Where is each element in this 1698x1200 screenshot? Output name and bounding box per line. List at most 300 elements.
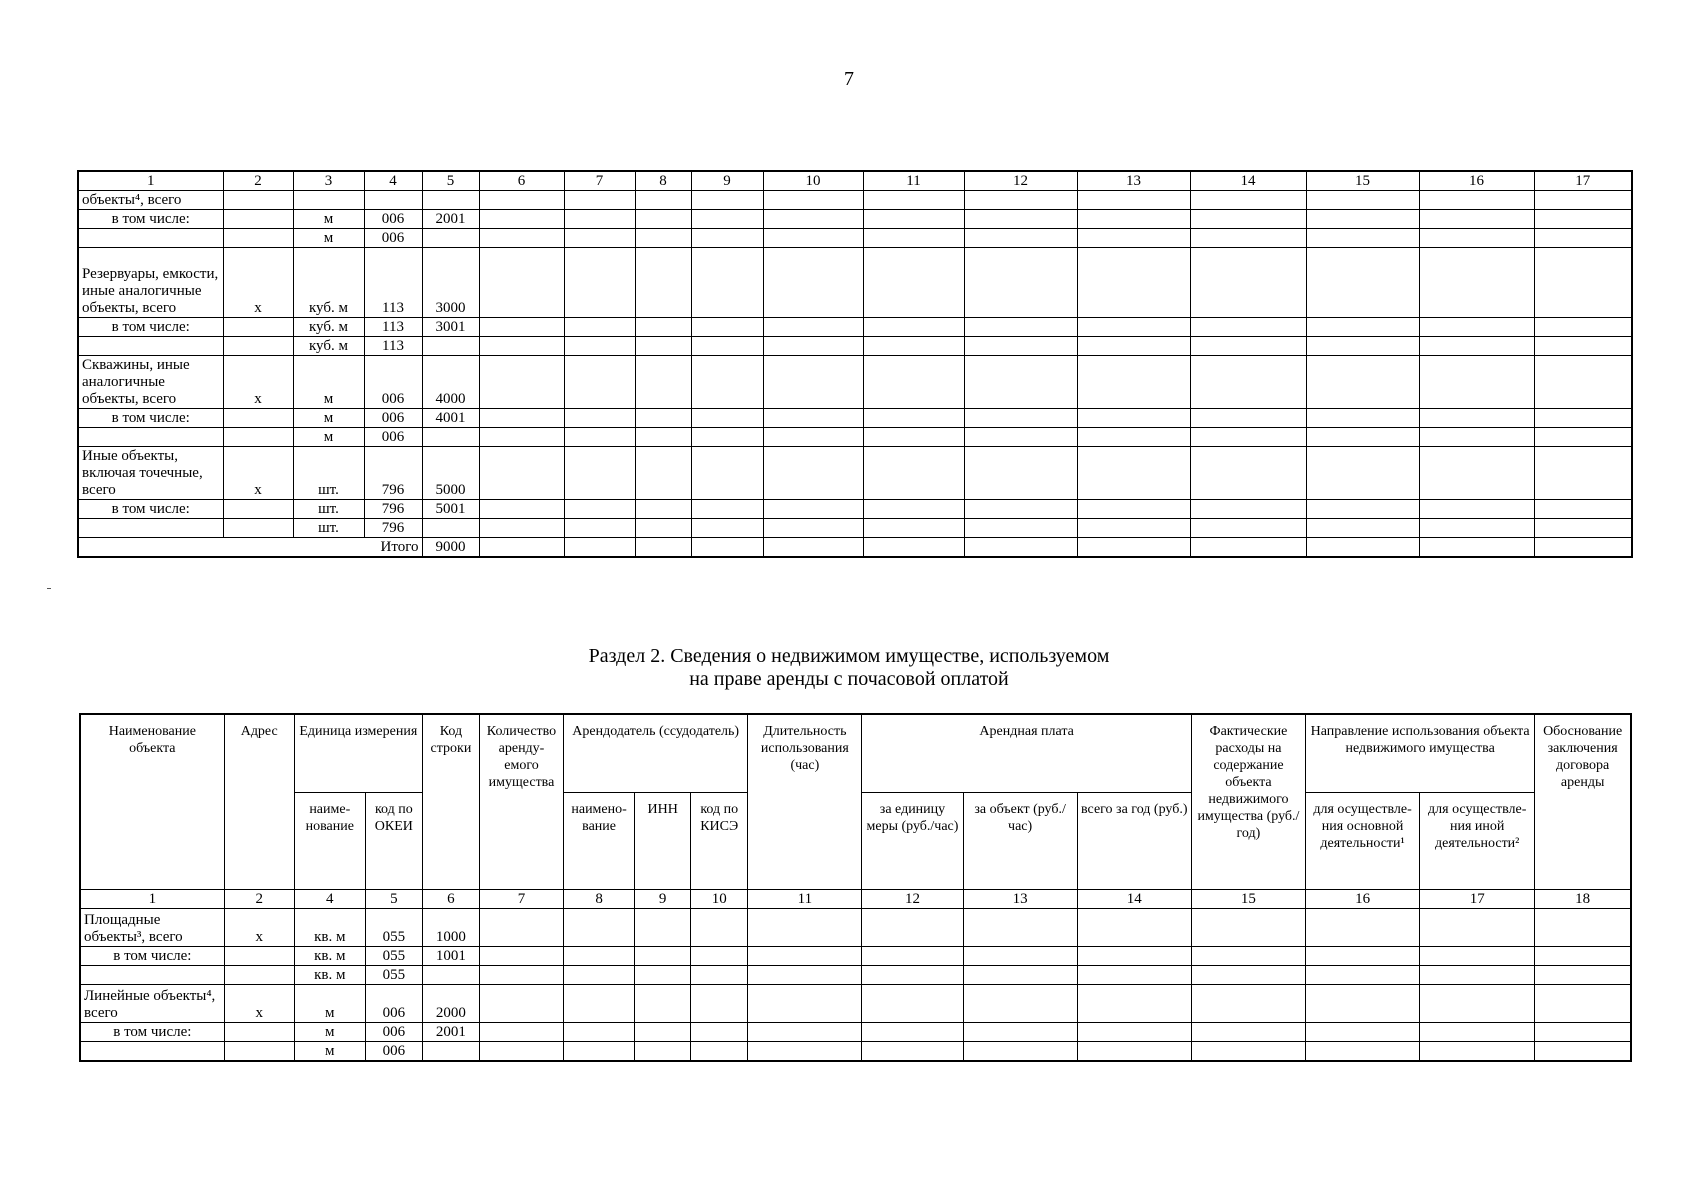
empty-cell — [1077, 229, 1190, 248]
empty-cell — [1420, 984, 1535, 1022]
empty-cell — [1077, 1041, 1191, 1061]
row-name: Скважины, иные аналогичные объекты, всего — [78, 356, 223, 409]
row-address — [223, 337, 293, 356]
empty-cell — [1306, 229, 1419, 248]
empty-cell — [1191, 984, 1305, 1022]
empty-cell — [862, 1041, 963, 1061]
header-usage-other: для осуществле-ния иной деятельности² — [1420, 792, 1535, 889]
empty-cell — [691, 428, 763, 447]
row-okei-code: 796 — [364, 500, 422, 519]
row-unit-name — [293, 191, 364, 210]
empty-cell — [1306, 447, 1419, 500]
empty-cell — [1534, 519, 1632, 538]
empty-cell — [863, 337, 964, 356]
empty-cell — [1535, 965, 1631, 984]
column-number: 2 — [224, 889, 294, 908]
empty-cell — [479, 1041, 563, 1061]
row-code — [422, 428, 479, 447]
empty-cell — [1190, 519, 1306, 538]
empty-cell — [564, 356, 635, 409]
row-unit-name: кв. м — [294, 965, 365, 984]
empty-cell — [1306, 337, 1419, 356]
empty-cell — [1534, 318, 1632, 337]
column-number: 9 — [635, 889, 691, 908]
table-section2 — [79, 713, 1632, 1062]
row-name — [78, 229, 223, 248]
column-number: 7 — [479, 889, 563, 908]
empty-cell — [763, 519, 863, 538]
empty-cell — [1419, 500, 1534, 519]
row-okei-code: 113 — [364, 337, 422, 356]
empty-cell — [1190, 191, 1306, 210]
empty-cell — [479, 318, 564, 337]
empty-cell — [748, 908, 862, 946]
row-address — [224, 965, 294, 984]
empty-cell — [1077, 248, 1190, 318]
empty-cell — [635, 356, 691, 409]
empty-cell — [748, 965, 862, 984]
empty-cell — [1190, 538, 1306, 558]
column-number: 7 — [564, 171, 635, 191]
total-row — [78, 538, 1632, 558]
column-number: 15 — [1306, 171, 1419, 191]
empty-cell — [748, 984, 862, 1022]
empty-cell — [1077, 1022, 1191, 1041]
column-number: 10 — [691, 889, 748, 908]
header-basis: Обоснование заключения договора аренды — [1535, 714, 1631, 889]
empty-cell — [1306, 946, 1420, 965]
empty-cell — [479, 1022, 563, 1041]
table-row — [80, 965, 1631, 984]
row-name: в том числе: — [80, 946, 224, 965]
empty-cell — [763, 356, 863, 409]
empty-cell — [564, 428, 635, 447]
row-unit-name: м — [294, 1041, 365, 1061]
empty-cell — [1190, 356, 1306, 409]
empty-cell — [635, 447, 691, 500]
empty-cell — [691, 946, 748, 965]
row-address: х — [223, 356, 293, 409]
row-okei-code: 006 — [364, 210, 422, 229]
empty-cell — [1306, 908, 1420, 946]
row-name — [80, 1041, 224, 1061]
empty-cell — [1534, 356, 1632, 409]
empty-cell — [1190, 229, 1306, 248]
empty-cell — [1077, 337, 1190, 356]
row-unit-name: куб. м — [293, 337, 364, 356]
empty-cell — [964, 191, 1077, 210]
row-okei-code: 113 — [364, 318, 422, 337]
row-address — [223, 409, 293, 428]
row-address — [223, 500, 293, 519]
empty-cell — [862, 1022, 963, 1041]
header-rent-unit: за единицу меры (руб./час) — [862, 792, 963, 889]
row-code: 4001 — [422, 409, 479, 428]
row-code — [422, 519, 479, 538]
empty-cell — [863, 248, 964, 318]
row-name — [78, 519, 223, 538]
empty-cell — [1306, 318, 1419, 337]
row-unit-name: кв. м — [294, 908, 365, 946]
empty-cell — [1190, 500, 1306, 519]
empty-cell — [691, 191, 763, 210]
empty-cell — [1534, 248, 1632, 318]
empty-cell — [1419, 428, 1534, 447]
row-okei-code: 006 — [365, 1041, 422, 1061]
empty-cell — [964, 210, 1077, 229]
empty-cell — [1306, 210, 1419, 229]
empty-cell — [479, 538, 564, 558]
header-lessor: Арендодатель (ссудодатель) — [564, 714, 748, 792]
header-actual-costs: Фактические расходы на содержание объекта недвижимого имущества (руб./год) — [1191, 714, 1305, 889]
empty-cell — [1534, 210, 1632, 229]
empty-cell — [863, 229, 964, 248]
empty-cell — [1535, 1022, 1631, 1041]
table-row — [78, 447, 1632, 500]
empty-cell — [1190, 318, 1306, 337]
empty-cell — [862, 965, 963, 984]
header-lessor-inn: ИНН — [635, 792, 691, 889]
column-number: 13 — [963, 889, 1077, 908]
empty-cell — [1419, 210, 1534, 229]
empty-cell — [863, 356, 964, 409]
empty-cell — [1419, 538, 1534, 558]
empty-cell — [564, 519, 635, 538]
empty-cell — [479, 428, 564, 447]
empty-cell — [1535, 946, 1631, 965]
row-okei-code: 006 — [364, 229, 422, 248]
column-number: 6 — [422, 889, 479, 908]
empty-cell — [964, 318, 1077, 337]
empty-cell — [564, 1022, 635, 1041]
empty-cell — [1077, 965, 1191, 984]
empty-cell — [1077, 428, 1190, 447]
table-row — [80, 946, 1631, 965]
empty-cell — [748, 946, 862, 965]
header-name: Наименование объекта — [80, 714, 224, 889]
header-usage-main: для осуществле-ния основной деятельности¹ — [1306, 792, 1420, 889]
empty-cell — [763, 248, 863, 318]
empty-cell — [763, 191, 863, 210]
row-code: 2000 — [422, 984, 479, 1022]
column-number: 12 — [862, 889, 963, 908]
empty-cell — [635, 337, 691, 356]
empty-cell — [635, 409, 691, 428]
row-code: 1000 — [422, 908, 479, 946]
empty-cell — [691, 519, 763, 538]
empty-cell — [964, 248, 1077, 318]
empty-cell — [1077, 191, 1190, 210]
empty-cell — [1534, 500, 1632, 519]
empty-cell — [564, 337, 635, 356]
header-lessor-name: наимено-вание — [564, 792, 635, 889]
column-number: 3 — [293, 171, 364, 191]
empty-cell — [964, 538, 1077, 558]
column-number: 15 — [1191, 889, 1305, 908]
empty-cell — [691, 210, 763, 229]
empty-cell — [1419, 191, 1534, 210]
header-duration: Длительность использования (час) — [748, 714, 862, 889]
table-row — [78, 428, 1632, 447]
empty-cell — [1420, 1041, 1535, 1061]
empty-cell — [963, 908, 1077, 946]
column-number: 10 — [763, 171, 863, 191]
empty-cell — [763, 428, 863, 447]
table-row — [78, 519, 1632, 538]
empty-cell — [1190, 447, 1306, 500]
empty-cell — [635, 428, 691, 447]
empty-cell — [691, 356, 763, 409]
empty-cell — [635, 210, 691, 229]
row-address — [223, 191, 293, 210]
empty-cell — [1077, 984, 1191, 1022]
empty-cell — [691, 409, 763, 428]
empty-cell — [863, 210, 964, 229]
empty-cell — [863, 409, 964, 428]
empty-cell — [748, 1041, 862, 1061]
stray-mark — [47, 588, 51, 589]
column-number: 14 — [1190, 171, 1306, 191]
header-quantity: Количество аренду-емого имущества — [479, 714, 563, 889]
empty-cell — [964, 409, 1077, 428]
empty-cell — [964, 500, 1077, 519]
empty-cell — [564, 1041, 635, 1061]
empty-cell — [635, 908, 691, 946]
row-address — [224, 1022, 294, 1041]
empty-cell — [964, 229, 1077, 248]
empty-cell — [635, 519, 691, 538]
empty-cell — [1420, 908, 1535, 946]
empty-cell — [1077, 447, 1190, 500]
row-address: х — [223, 447, 293, 500]
empty-cell — [1306, 1022, 1420, 1041]
column-number: 17 — [1534, 171, 1632, 191]
empty-cell — [564, 500, 635, 519]
column-number-row — [80, 889, 1631, 908]
row-okei-code: 113 — [364, 248, 422, 318]
column-number: 9 — [691, 171, 763, 191]
empty-cell — [479, 965, 563, 984]
total-code: 9000 — [422, 538, 479, 558]
row-unit-name: шт. — [293, 447, 364, 500]
row-address — [223, 519, 293, 538]
empty-cell — [1535, 1041, 1631, 1061]
row-okei-code: 796 — [364, 447, 422, 500]
row-name: в том числе: — [78, 318, 223, 337]
table-row — [80, 984, 1631, 1022]
empty-cell — [863, 519, 964, 538]
empty-cell — [479, 946, 563, 965]
empty-cell — [763, 337, 863, 356]
empty-cell — [1306, 965, 1420, 984]
empty-cell — [1191, 946, 1305, 965]
empty-cell — [635, 248, 691, 318]
empty-cell — [564, 191, 635, 210]
row-code — [422, 1041, 479, 1061]
empty-cell — [635, 191, 691, 210]
row-code: 2001 — [422, 210, 479, 229]
row-okei-code: 006 — [364, 409, 422, 428]
row-address: х — [224, 984, 294, 1022]
row-code — [422, 229, 479, 248]
empty-cell — [564, 984, 635, 1022]
empty-cell — [963, 1022, 1077, 1041]
empty-cell — [691, 538, 763, 558]
empty-cell — [691, 1022, 748, 1041]
table-row — [80, 1041, 1631, 1061]
empty-cell — [691, 229, 763, 248]
row-unit-name: м — [293, 428, 364, 447]
empty-cell — [1306, 356, 1419, 409]
column-number: 5 — [365, 889, 422, 908]
empty-cell — [1077, 210, 1190, 229]
table-row — [78, 318, 1632, 337]
empty-cell — [691, 500, 763, 519]
empty-cell — [1191, 1041, 1305, 1061]
empty-cell — [635, 229, 691, 248]
empty-cell — [763, 210, 863, 229]
empty-cell — [635, 1041, 691, 1061]
empty-cell — [479, 447, 564, 500]
row-name: Иные объекты, включая точечные, всего — [78, 447, 223, 500]
empty-cell — [964, 356, 1077, 409]
table-row — [78, 337, 1632, 356]
row-unit-name: шт. — [293, 519, 364, 538]
row-address — [223, 229, 293, 248]
column-number: 5 — [422, 171, 479, 191]
empty-cell — [1190, 409, 1306, 428]
row-address — [224, 946, 294, 965]
empty-cell — [564, 318, 635, 337]
empty-cell — [1420, 946, 1535, 965]
table-row — [78, 248, 1632, 318]
header-unit-code: код по ОКЕИ — [365, 792, 422, 889]
empty-cell — [863, 500, 964, 519]
empty-cell — [1306, 191, 1419, 210]
header-lessor-kise: код по КИСЭ — [691, 792, 748, 889]
empty-cell — [1420, 1022, 1535, 1041]
empty-cell — [1077, 519, 1190, 538]
empty-cell — [635, 500, 691, 519]
empty-cell — [635, 1022, 691, 1041]
total-label: Итого — [78, 538, 422, 558]
empty-cell — [691, 337, 763, 356]
empty-cell — [691, 908, 748, 946]
column-number: 17 — [1420, 889, 1535, 908]
empty-cell — [964, 519, 1077, 538]
empty-cell — [1535, 908, 1631, 946]
row-code: 5000 — [422, 447, 479, 500]
empty-cell — [748, 1022, 862, 1041]
empty-cell — [479, 248, 564, 318]
row-code: 3000 — [422, 248, 479, 318]
empty-cell — [1306, 538, 1419, 558]
row-name: Линейные объекты⁴, всего — [80, 984, 224, 1022]
empty-cell — [1306, 409, 1419, 428]
empty-cell — [1534, 428, 1632, 447]
empty-cell — [691, 1041, 748, 1061]
empty-cell — [564, 248, 635, 318]
empty-cell — [479, 191, 564, 210]
empty-cell — [479, 908, 563, 946]
empty-cell — [1419, 356, 1534, 409]
table-section1-continued — [77, 170, 1633, 558]
empty-cell — [1306, 428, 1419, 447]
row-code: 5001 — [422, 500, 479, 519]
empty-cell — [564, 210, 635, 229]
empty-cell — [564, 908, 635, 946]
column-number: 16 — [1306, 889, 1420, 908]
section2-title-line1: Раздел 2. Сведения о недвижимом имуществе, используемом — [588, 645, 1110, 667]
row-unit-name: куб. м — [293, 248, 364, 318]
row-address: х — [224, 908, 294, 946]
column-number: 8 — [564, 889, 635, 908]
column-number: 18 — [1535, 889, 1631, 908]
column-number: 12 — [964, 171, 1077, 191]
row-okei-code — [364, 191, 422, 210]
row-name: в том числе: — [78, 409, 223, 428]
table-row — [80, 908, 1631, 946]
empty-cell — [1419, 229, 1534, 248]
empty-cell — [964, 447, 1077, 500]
empty-cell — [1534, 337, 1632, 356]
row-code — [422, 337, 479, 356]
row-code — [422, 191, 479, 210]
empty-cell — [963, 946, 1077, 965]
column-number-row — [78, 171, 1632, 191]
header-unit-name: наиме-нование — [294, 792, 365, 889]
header-address: Адрес — [224, 714, 294, 889]
row-name — [78, 428, 223, 447]
empty-cell — [1419, 318, 1534, 337]
empty-cell — [1306, 500, 1419, 519]
table-row — [78, 500, 1632, 519]
empty-cell — [479, 409, 564, 428]
empty-cell — [862, 984, 963, 1022]
row-okei-code: 006 — [364, 356, 422, 409]
empty-cell — [1419, 519, 1534, 538]
empty-cell — [863, 191, 964, 210]
header-usage: Направление использования объекта недвижимого имущества — [1306, 714, 1535, 792]
empty-cell — [479, 984, 563, 1022]
empty-cell — [863, 538, 964, 558]
empty-cell — [479, 337, 564, 356]
row-okei-code: 055 — [365, 965, 422, 984]
empty-cell — [1077, 538, 1190, 558]
row-code — [422, 965, 479, 984]
row-code: 3001 — [422, 318, 479, 337]
empty-cell — [1077, 318, 1190, 337]
empty-cell — [1534, 191, 1632, 210]
empty-cell — [964, 337, 1077, 356]
header-unit: Единица измерения — [294, 714, 422, 792]
empty-cell — [564, 946, 635, 965]
empty-cell — [479, 356, 564, 409]
section2-title-line2: на праве аренды с почасовой оплатой — [689, 668, 1009, 690]
empty-cell — [691, 965, 748, 984]
table-row — [80, 1022, 1631, 1041]
table-row — [78, 210, 1632, 229]
row-address — [223, 428, 293, 447]
empty-cell — [564, 409, 635, 428]
row-name: в том числе: — [78, 500, 223, 519]
header-rent-object: за объект (руб./час) — [963, 792, 1077, 889]
empty-cell — [1419, 248, 1534, 318]
column-number: 13 — [1077, 171, 1190, 191]
row-okei-code: 055 — [365, 946, 422, 965]
section2-title — [0, 645, 1698, 691]
empty-cell — [1191, 1022, 1305, 1041]
